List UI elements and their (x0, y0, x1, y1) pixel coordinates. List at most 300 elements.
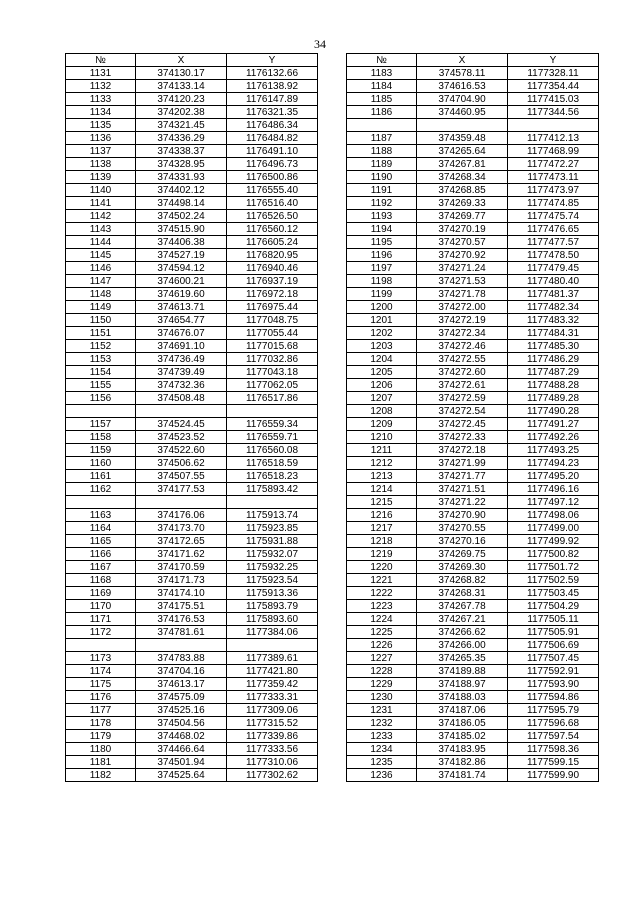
cell-x: 374268.82 (417, 574, 508, 587)
cell-number: 1160 (66, 457, 136, 470)
table-row (66, 171, 318, 184)
cell-number: 1200 (347, 301, 417, 314)
cell-number: 1136 (66, 132, 136, 145)
cell-y: 1177480.40 (508, 275, 599, 288)
cell-x: 374359.48 (417, 132, 508, 145)
cell-number: 1138 (66, 158, 136, 171)
table-row (347, 106, 599, 119)
cell-number: 1142 (66, 210, 136, 223)
cell-y: 1176937.19 (227, 275, 318, 288)
cell-y: 1177497.12 (508, 496, 599, 509)
cell-number: 1169 (66, 587, 136, 600)
table-row (347, 639, 599, 652)
page-number: 34 (314, 37, 326, 51)
table-row (347, 288, 599, 301)
cell-x: 374600.21 (136, 275, 227, 288)
cell-x: 374269.77 (417, 210, 508, 223)
table-row (66, 418, 318, 431)
cell-x: 374336.29 (136, 132, 227, 145)
table-header-row (347, 54, 599, 67)
cell-x: 374171.62 (136, 548, 227, 561)
table-row (66, 262, 318, 275)
cell-y: 1177333.56 (227, 743, 318, 756)
table-row (66, 743, 318, 756)
cell-number: 1236 (347, 769, 417, 782)
table-row (347, 249, 599, 262)
cell-y: 1177505.11 (508, 613, 599, 626)
cell-number: 1225 (347, 626, 417, 639)
table-row (347, 262, 599, 275)
cell-y: 1176820.95 (227, 249, 318, 262)
header-number: № (66, 54, 136, 67)
cell-number: 1159 (66, 444, 136, 457)
cell-y: 1177493.25 (508, 444, 599, 457)
cell-y: 1176526.50 (227, 210, 318, 223)
table-row (66, 717, 318, 730)
header-x: X (136, 54, 227, 67)
cell-y: 1177328.11 (508, 67, 599, 80)
header-y: Y (508, 54, 599, 67)
cell-number: 1153 (66, 353, 136, 366)
cell-x: 374498.14 (136, 197, 227, 210)
table-row (347, 756, 599, 769)
cell-number: 1203 (347, 340, 417, 353)
cell-y: 1175923.85 (227, 522, 318, 535)
table-row (347, 535, 599, 548)
cell-number: 1213 (347, 470, 417, 483)
table-row (347, 327, 599, 340)
table-row (66, 431, 318, 444)
cell-number: 1135 (66, 119, 136, 132)
table-row (347, 158, 599, 171)
cell-x: 374272.55 (417, 353, 508, 366)
cell-x: 374270.16 (417, 535, 508, 548)
table-row (66, 249, 318, 262)
cell-y: 1176940.46 (227, 262, 318, 275)
table-row (66, 275, 318, 288)
cell-y: 1176321.35 (227, 106, 318, 119)
cell-y: 1177499.92 (508, 535, 599, 548)
cell-number: 1184 (347, 80, 417, 93)
table-row (347, 93, 599, 106)
cell-y: 1177315.52 (227, 717, 318, 730)
cell-x: 374525.64 (136, 769, 227, 782)
cell-y: 1176555.40 (227, 184, 318, 197)
cell-y: 1177598.36 (508, 743, 599, 756)
cell-number: 1170 (66, 600, 136, 613)
cell-number: 1134 (66, 106, 136, 119)
cell-number: 1181 (66, 756, 136, 769)
cell-number: 1161 (66, 470, 136, 483)
cell-x: 374736.49 (136, 353, 227, 366)
cell-number: 1205 (347, 366, 417, 379)
cell-y: 1177494.23 (508, 457, 599, 470)
cell-x: 374321.45 (136, 119, 227, 132)
cell-x: 374271.51 (417, 483, 508, 496)
cell-y: 1177412.13 (508, 132, 599, 145)
table-row (347, 548, 599, 561)
cell-number: 1131 (66, 67, 136, 80)
cell-number: 1189 (347, 158, 417, 171)
table-row (66, 639, 318, 652)
table-row (66, 483, 318, 496)
cell-number: 1186 (347, 106, 417, 119)
table-row (347, 483, 599, 496)
cell-x: 374175.51 (136, 600, 227, 613)
cell-number: 1206 (347, 379, 417, 392)
cell-y: 1177359.42 (227, 678, 318, 691)
cell-x: 374176.06 (136, 509, 227, 522)
cell-y: 1177498.06 (508, 509, 599, 522)
table-row (347, 600, 599, 613)
cell-y: 1177339.86 (227, 730, 318, 743)
cell-number: 1188 (347, 145, 417, 158)
table-row (347, 379, 599, 392)
table-row (66, 769, 318, 782)
cell-y: 1177495.20 (508, 470, 599, 483)
table-row (347, 587, 599, 600)
cell-y: 1177501.72 (508, 561, 599, 574)
cell-y (227, 496, 318, 509)
cell-x: 374507.55 (136, 470, 227, 483)
cell-y: 1177048.75 (227, 314, 318, 327)
cell-number: 1231 (347, 704, 417, 717)
cell-x: 374270.55 (417, 522, 508, 535)
cell-y: 1177599.90 (508, 769, 599, 782)
cell-y: 1177475.74 (508, 210, 599, 223)
cell-x: 374270.19 (417, 223, 508, 236)
cell-y: 1177032.86 (227, 353, 318, 366)
cell-y: 1176560.12 (227, 223, 318, 236)
table-row (347, 665, 599, 678)
cell-number: 1187 (347, 132, 417, 145)
cell-x: 374270.92 (417, 249, 508, 262)
table-row (347, 626, 599, 639)
cell-y: 1176975.44 (227, 301, 318, 314)
cell-number: 1222 (347, 587, 417, 600)
cell-x: 374271.99 (417, 457, 508, 470)
cell-x: 374272.19 (417, 314, 508, 327)
cell-y: 1175893.79 (227, 600, 318, 613)
cell-number: 1183 (347, 67, 417, 80)
cell-y: 1176496.73 (227, 158, 318, 171)
table-row (66, 470, 318, 483)
table-row (347, 574, 599, 587)
table-row (66, 132, 318, 145)
table-row (66, 301, 318, 314)
cell-number: 1137 (66, 145, 136, 158)
cell-number: 1229 (347, 678, 417, 691)
cell-x (417, 119, 508, 132)
cell-number: 1172 (66, 626, 136, 639)
cell-number (66, 405, 136, 418)
table-row (66, 379, 318, 392)
cell-number: 1176 (66, 691, 136, 704)
table-row (66, 197, 318, 210)
cell-y: 1177485.30 (508, 340, 599, 353)
cell-x: 374265.64 (417, 145, 508, 158)
cell-x (136, 496, 227, 509)
table-row (347, 392, 599, 405)
cell-number: 1146 (66, 262, 136, 275)
cell-y: 1176972.18 (227, 288, 318, 301)
table-body-right (347, 67, 599, 782)
cell-x: 374130.17 (136, 67, 227, 80)
cell-number: 1216 (347, 509, 417, 522)
cell-x: 374616.53 (417, 80, 508, 93)
cell-x: 374578.11 (417, 67, 508, 80)
cell-x: 374272.61 (417, 379, 508, 392)
cell-number: 1230 (347, 691, 417, 704)
cell-x: 374271.77 (417, 470, 508, 483)
cell-x: 374331.93 (136, 171, 227, 184)
table-row (347, 496, 599, 509)
cell-y: 1176559.34 (227, 418, 318, 431)
cell-x: 374266.00 (417, 639, 508, 652)
cell-y: 1176517.86 (227, 392, 318, 405)
cell-y: 1177384.06 (227, 626, 318, 639)
cell-number: 1149 (66, 301, 136, 314)
cell-y: 1177309.06 (227, 704, 318, 717)
table-row (66, 444, 318, 457)
table-row (347, 275, 599, 288)
table-row (347, 223, 599, 236)
cell-y: 1175893.42 (227, 483, 318, 496)
cell-x: 374506.62 (136, 457, 227, 470)
cell-number: 1154 (66, 366, 136, 379)
cell-x: 374268.31 (417, 587, 508, 600)
cell-y: 1177503.45 (508, 587, 599, 600)
table-row (347, 470, 599, 483)
table-row (66, 457, 318, 470)
cell-x: 374613.71 (136, 301, 227, 314)
table-row (347, 561, 599, 574)
table-row (66, 704, 318, 717)
cell-x: 374272.54 (417, 405, 508, 418)
cell-x: 374781.61 (136, 626, 227, 639)
table-row (347, 691, 599, 704)
cell-number: 1228 (347, 665, 417, 678)
table-row (347, 184, 599, 197)
cell-x: 374173.70 (136, 522, 227, 535)
table-row (66, 210, 318, 223)
table-body-left (66, 67, 318, 782)
cell-number: 1192 (347, 197, 417, 210)
cell-y: 1175923.54 (227, 574, 318, 587)
cell-x: 374619.60 (136, 288, 227, 301)
cell-y: 1177506.69 (508, 639, 599, 652)
cell-y: 1177302.62 (227, 769, 318, 782)
table-row (347, 444, 599, 457)
table-row (66, 366, 318, 379)
cell-x: 374515.90 (136, 223, 227, 236)
cell-number: 1148 (66, 288, 136, 301)
table-row (347, 405, 599, 418)
cell-number: 1217 (347, 522, 417, 535)
cell-number: 1212 (347, 457, 417, 470)
cell-x: 374523.52 (136, 431, 227, 444)
table-row (66, 652, 318, 665)
cell-x: 374272.46 (417, 340, 508, 353)
table-row (347, 145, 599, 158)
cell-number: 1221 (347, 574, 417, 587)
cell-y: 1177488.28 (508, 379, 599, 392)
cell-x: 374267.81 (417, 158, 508, 171)
cell-y: 1177594.86 (508, 691, 599, 704)
cell-x: 374133.14 (136, 80, 227, 93)
table-row (347, 171, 599, 184)
cell-y: 1176518.59 (227, 457, 318, 470)
cell-x: 374266.62 (417, 626, 508, 639)
table-row (66, 548, 318, 561)
table-row (66, 496, 318, 509)
cell-x: 374508.48 (136, 392, 227, 405)
cell-y: 1177592.91 (508, 665, 599, 678)
cell-y: 1177490.28 (508, 405, 599, 418)
table-row (347, 704, 599, 717)
cell-x: 374186.05 (417, 717, 508, 730)
cell-x: 374271.53 (417, 275, 508, 288)
table-row (66, 392, 318, 405)
cell-number: 1223 (347, 600, 417, 613)
cell-x: 374272.45 (417, 418, 508, 431)
cell-y: 1177310.06 (227, 756, 318, 769)
table-row (66, 288, 318, 301)
cell-y: 1177477.57 (508, 236, 599, 249)
cell-number: 1226 (347, 639, 417, 652)
cell-y: 1177478.50 (508, 249, 599, 262)
cell-number: 1175 (66, 678, 136, 691)
cell-number: 1145 (66, 249, 136, 262)
cell-y: 1177473.11 (508, 171, 599, 184)
cell-x: 374189.88 (417, 665, 508, 678)
cell-x: 374613.17 (136, 678, 227, 691)
cell-x: 374525.16 (136, 704, 227, 717)
cell-y: 1176132.66 (227, 67, 318, 80)
cell-x: 374171.73 (136, 574, 227, 587)
cell-x: 374272.00 (417, 301, 508, 314)
cell-y: 1177499.00 (508, 522, 599, 535)
cell-x: 374501.94 (136, 756, 227, 769)
cell-number: 1218 (347, 535, 417, 548)
cell-y: 1177476.65 (508, 223, 599, 236)
cell-number: 1177 (66, 704, 136, 717)
table-row (66, 587, 318, 600)
cell-y: 1175913.74 (227, 509, 318, 522)
table-row (66, 236, 318, 249)
cell-y: 1177333.31 (227, 691, 318, 704)
table-row (66, 340, 318, 353)
cell-y: 1177473.97 (508, 184, 599, 197)
cell-number: 1167 (66, 561, 136, 574)
cell-y: 1175913.36 (227, 587, 318, 600)
cell-y: 1177492.26 (508, 431, 599, 444)
table-row (66, 106, 318, 119)
cell-number: 1202 (347, 327, 417, 340)
cell-x: 374267.78 (417, 600, 508, 613)
cell-x: 374328.95 (136, 158, 227, 171)
cell-number: 1210 (347, 431, 417, 444)
cell-y: 1177043.18 (227, 366, 318, 379)
cell-y: 1177504.29 (508, 600, 599, 613)
cell-number: 1165 (66, 535, 136, 548)
cell-y: 1177489.28 (508, 392, 599, 405)
table-row (66, 80, 318, 93)
cell-y: 1177500.82 (508, 548, 599, 561)
cell-number: 1139 (66, 171, 136, 184)
cell-y: 1177486.29 (508, 353, 599, 366)
cell-x: 374183.95 (417, 743, 508, 756)
cell-x: 374269.75 (417, 548, 508, 561)
cell-y: 1177344.56 (508, 106, 599, 119)
cell-y (227, 405, 318, 418)
cell-number: 1133 (66, 93, 136, 106)
cell-number: 1232 (347, 717, 417, 730)
cell-x: 374172.65 (136, 535, 227, 548)
cell-y: 1175932.25 (227, 561, 318, 574)
table-row (347, 80, 599, 93)
cell-x: 374271.22 (417, 496, 508, 509)
cell-x: 374704.90 (417, 93, 508, 106)
cell-number: 1219 (347, 548, 417, 561)
cell-x: 374468.02 (136, 730, 227, 743)
cell-x: 374188.03 (417, 691, 508, 704)
cell-x: 374783.88 (136, 652, 227, 665)
cell-number: 1209 (347, 418, 417, 431)
cell-x: 374269.33 (417, 197, 508, 210)
cell-y: 1176486.34 (227, 119, 318, 132)
table-row (347, 769, 599, 782)
cell-y: 1177482.34 (508, 301, 599, 314)
cell-y: 1177595.79 (508, 704, 599, 717)
cell-number: 1164 (66, 522, 136, 535)
cell-x: 374402.12 (136, 184, 227, 197)
cell-x: 374268.85 (417, 184, 508, 197)
coordinates-table-right (346, 53, 599, 782)
table-row (66, 522, 318, 535)
cell-number: 1224 (347, 613, 417, 626)
cell-x: 374502.24 (136, 210, 227, 223)
cell-number: 1162 (66, 483, 136, 496)
cell-y: 1177593.90 (508, 678, 599, 691)
cell-x: 374504.56 (136, 717, 227, 730)
table-header-row (66, 54, 318, 67)
cell-number: 1208 (347, 405, 417, 418)
cell-number: 1191 (347, 184, 417, 197)
cell-number: 1197 (347, 262, 417, 275)
table-row (347, 431, 599, 444)
table-row (347, 119, 599, 132)
cell-y: 1176491.10 (227, 145, 318, 158)
header-x: X (417, 54, 508, 67)
cell-number (66, 496, 136, 509)
cell-x: 374272.34 (417, 327, 508, 340)
cell-y: 1177389.61 (227, 652, 318, 665)
table-row (66, 223, 318, 236)
cell-y: 1175932.07 (227, 548, 318, 561)
table-row (66, 574, 318, 587)
cell-y: 1177015.68 (227, 340, 318, 353)
cell-number: 1182 (66, 769, 136, 782)
cell-number: 1173 (66, 652, 136, 665)
cell-x (136, 639, 227, 652)
table-row (347, 717, 599, 730)
table-row (347, 197, 599, 210)
cell-y: 1177483.32 (508, 314, 599, 327)
cell-number: 1199 (347, 288, 417, 301)
table-row (66, 665, 318, 678)
table-row (66, 730, 318, 743)
